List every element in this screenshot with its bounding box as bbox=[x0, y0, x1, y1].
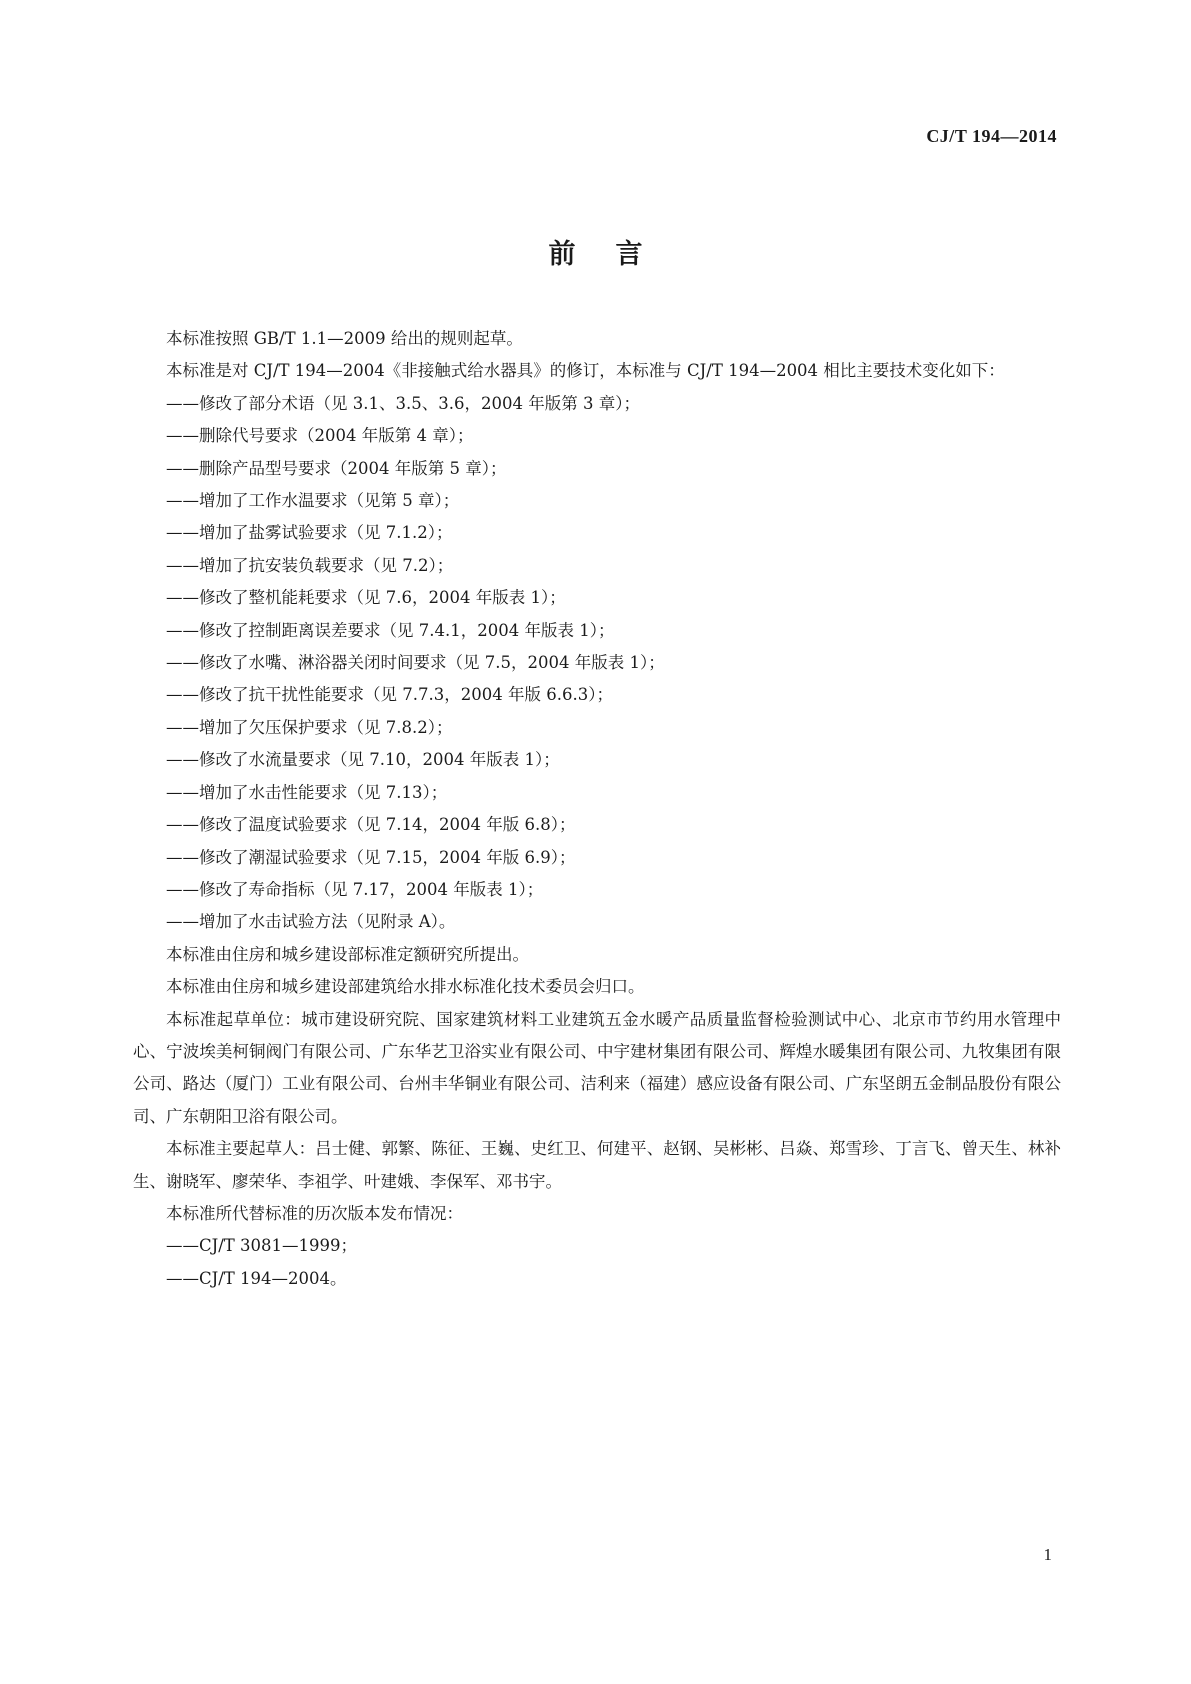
list-item: ——修改了部分术语（见 3.1、3.5、3.6，2004 年版第 3 章）； bbox=[166, 393, 640, 413]
list-item: ——删除代号要求（2004 年版第 4 章）； bbox=[166, 426, 474, 446]
paragraph-revision-intro: 本标准是对 CJ/T 194—2004《非接触式给水器具》的修订，本标准与 CJ/T 194—2004 相比主要技术变化如下： bbox=[166, 361, 1005, 381]
list-item: ——修改了水嘴、淋浴器关闭时间要求（见 7.5，2004 年版表 1）； bbox=[166, 653, 665, 673]
list-item: ——修改了温度试验要求（见 7.14，2004 年版 6.8）； bbox=[166, 815, 576, 835]
list-item: ——修改了寿命指标（见 7.17，2004 年版表 1）； bbox=[166, 879, 544, 899]
document-code: CJ/T 194—2014 bbox=[926, 126, 1057, 146]
list-item: ——CJ/T 3081—1999； bbox=[166, 1236, 358, 1256]
paragraph-responsible-committee: 本标准由住房和城乡建设部建筑给水排水标准化技术委员会归口。 bbox=[166, 977, 645, 997]
list-item: ——修改了水流量要求（见 7.10，2004 年版表 1）； bbox=[166, 750, 560, 770]
list-item: ——CJ/T 194—2004。 bbox=[166, 1268, 347, 1288]
list-item: ——增加了欠压保护要求（见 7.8.2）； bbox=[166, 717, 453, 737]
list-item: ——增加了水击性能要求（见 7.13）； bbox=[166, 782, 448, 802]
page-number: 1 bbox=[1043, 1545, 1052, 1564]
list-item: ——修改了整机能耗要求（见 7.6，2004 年版表 1）； bbox=[166, 588, 566, 608]
changes-list bbox=[133, 388, 1061, 939]
paragraph-previous-versions-intro: 本标准所代替标准的历次版本发布情况： bbox=[166, 1203, 463, 1223]
list-item: ——删除产品型号要求（2004 年版第 5 章）； bbox=[166, 458, 507, 478]
list-item: ——修改了控制距离误差要求（见 7.4.1，2004 年版表 1）； bbox=[166, 620, 615, 640]
list-item: ——修改了潮湿试验要求（见 7.15，2004 年版 6.9）； bbox=[166, 847, 576, 867]
page-title: 前言 bbox=[548, 239, 683, 270]
list-item: ——增加了工作水温要求（见第 5 章）； bbox=[166, 491, 460, 511]
foreword-body bbox=[133, 323, 1061, 1295]
list-item: ——增加了抗安装负载要求（见 7.2）； bbox=[166, 555, 454, 575]
list-item: ——增加了盐雾试验要求（见 7.1.2）； bbox=[166, 523, 453, 543]
list-item: ——修改了抗干扰性能要求（见 7.7.3，2004 年版 6.6.3）； bbox=[166, 685, 613, 705]
list-item: ——增加了水击试验方法（见附录 A）。 bbox=[166, 912, 456, 932]
paragraph-proposer: 本标准由住房和城乡建设部标准定额研究所提出。 bbox=[166, 944, 529, 964]
paragraph-drafters: 本标准主要起草人：吕士健、郭繁、陈征、王巍、史红卫、何建平、赵钢、吴彬彬、吕焱、郑雪珍、丁言飞、曾天生、林补生、谢晓军、廖荣华、李祖学、叶建娥、李保军、邓书宇。 bbox=[133, 1139, 1061, 1191]
paragraph-drafting-units: 本标准起草单位：城市建设研究院、国家建筑材料工业建筑五金水暖产品质量监督检验测试中心、北京市节约用水管理中心、宁波埃美柯铜阀门有限公司、广东华艺卫浴实业有限公司、中宇建材集团有限公司、辉煌水暖集团有限公司、九牧集团有限公司、路达（厦门）工业有限公司、台州丰华铜业有限公司、洁利来（福建）感应设备有限公司、广东坚朗五金制品股份有限公司、广东朝阳卫浴有限公司。 bbox=[133, 1009, 1061, 1126]
paragraph-drafting-rules: 本标准按照 GB/T 1.1—2009 给出的规则起草。 bbox=[166, 329, 523, 348]
previous-versions-list bbox=[133, 1230, 1061, 1295]
